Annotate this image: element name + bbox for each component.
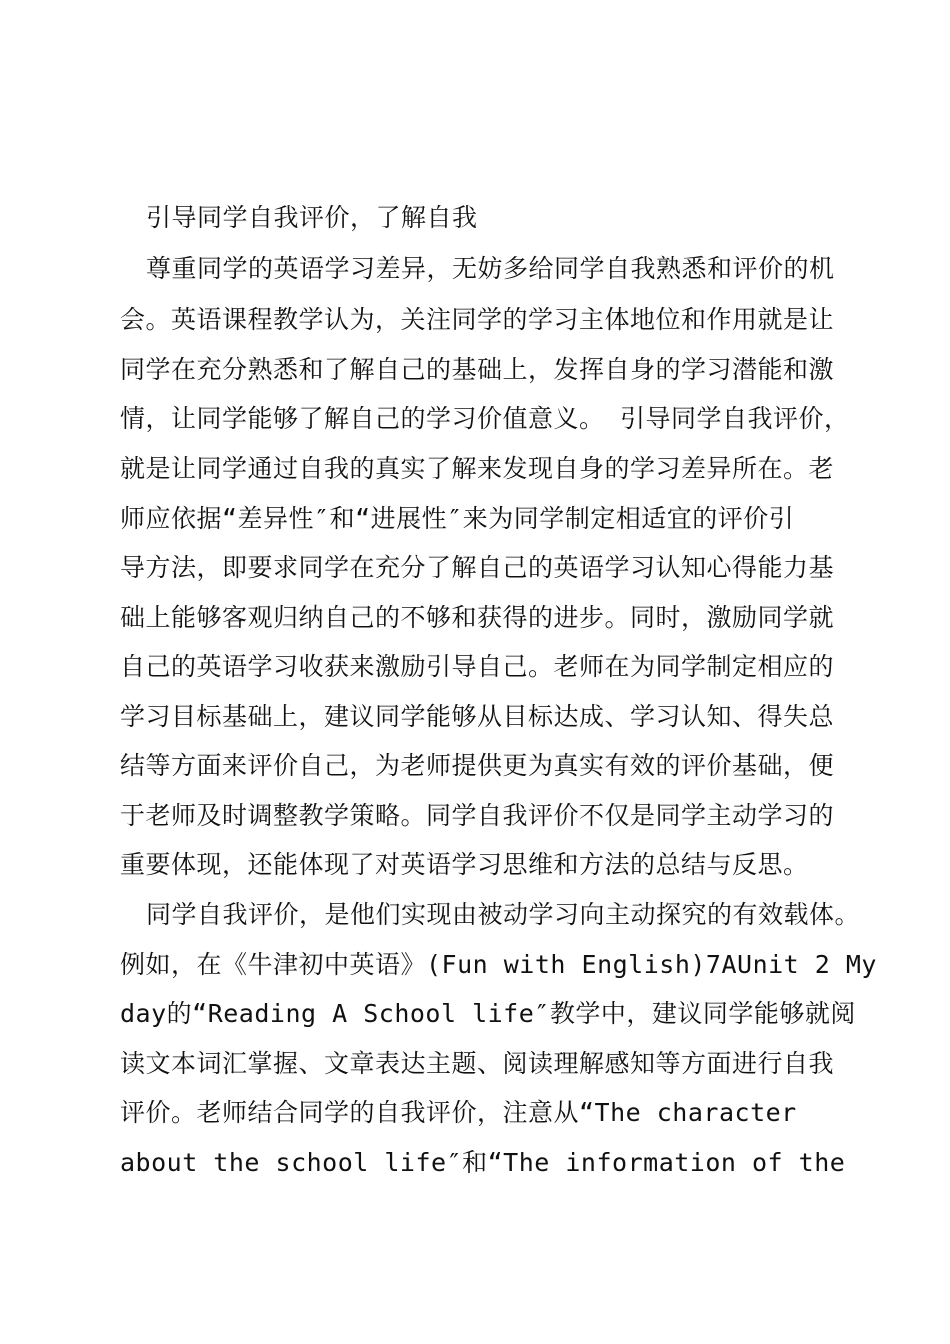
paragraph-1-line-9: 自己的英语学习收获来激励引导自己。老师在为同学制定相应的 — [120, 652, 835, 681]
paragraph-2-line-5: 评价。老师结合同学的自我评价，注意从“The character — [120, 1098, 797, 1127]
paragraph-1-line-3: 同学在充分熟悉和了解自己的基础上，发挥自身的学习潜能和激 — [120, 355, 835, 384]
paragraph-2-line-3: day的“Reading A School life″教学中，建议同学能够就阅 — [120, 999, 856, 1028]
paragraph-1-line-2: 会。英语课程教学认为，关注同学的学习主体地位和作用就是让 — [120, 305, 835, 334]
paragraph-2-line-4: 读文本词汇掌握、文章表达主题、阅读理解感知等方面进行自我 — [120, 1049, 835, 1078]
paragraph-1-line-6: 师应依据“差异性″和“进展性″来为同学制定相适宜的评价引 — [120, 504, 795, 533]
paragraph-1-line-12: 于老师及时调整教学策略。同学自我评价不仅是同学主动学习的 — [120, 801, 835, 830]
paragraph-2-line-1: 同学自我评价，是他们实现由被动学习向主动探究的有效载体。 — [146, 900, 861, 929]
paragraph-2-line-6: about the school life″和“The information of the — [120, 1148, 846, 1177]
paragraph-1-line-1: 尊重同学的英语学习差异，无妨多给同学自我熟悉和评价的机 — [146, 254, 835, 283]
paragraph-1-line-7: 导方法，即要求同学在充分了解自己的英语学习认知心得能力基 — [120, 553, 835, 582]
paragraph-1-line-11: 结等方面来评价自己，为老师提供更为真实有效的评价基础，便 — [120, 751, 835, 780]
section-heading: 引导同学自我评价，了解自我 — [146, 203, 478, 232]
paragraph-1-line-8: 础上能够客观归纳自己的不够和获得的进步。同时，激励同学就 — [120, 603, 835, 632]
paragraph-1-line-10: 学习目标基础上，建议同学能够从目标达成、学习认知、得失总 — [120, 702, 835, 731]
paragraph-1-line-4: 情，让同学能够了解自己的学习价值意义。 引导同学自我评价， — [120, 404, 850, 433]
paragraph-2-line-2: 例如，在《牛津初中英语》(Fun with English)7AUnit 2 My — [120, 950, 877, 979]
paragraph-1-line-13: 重要体现，还能体现了对英语学习思维和方法的总结与反思。 — [120, 850, 809, 879]
paragraph-1-line-5: 就是让同学通过自我的真实了解来发现自身的学习差异所在。老 — [120, 454, 835, 483]
